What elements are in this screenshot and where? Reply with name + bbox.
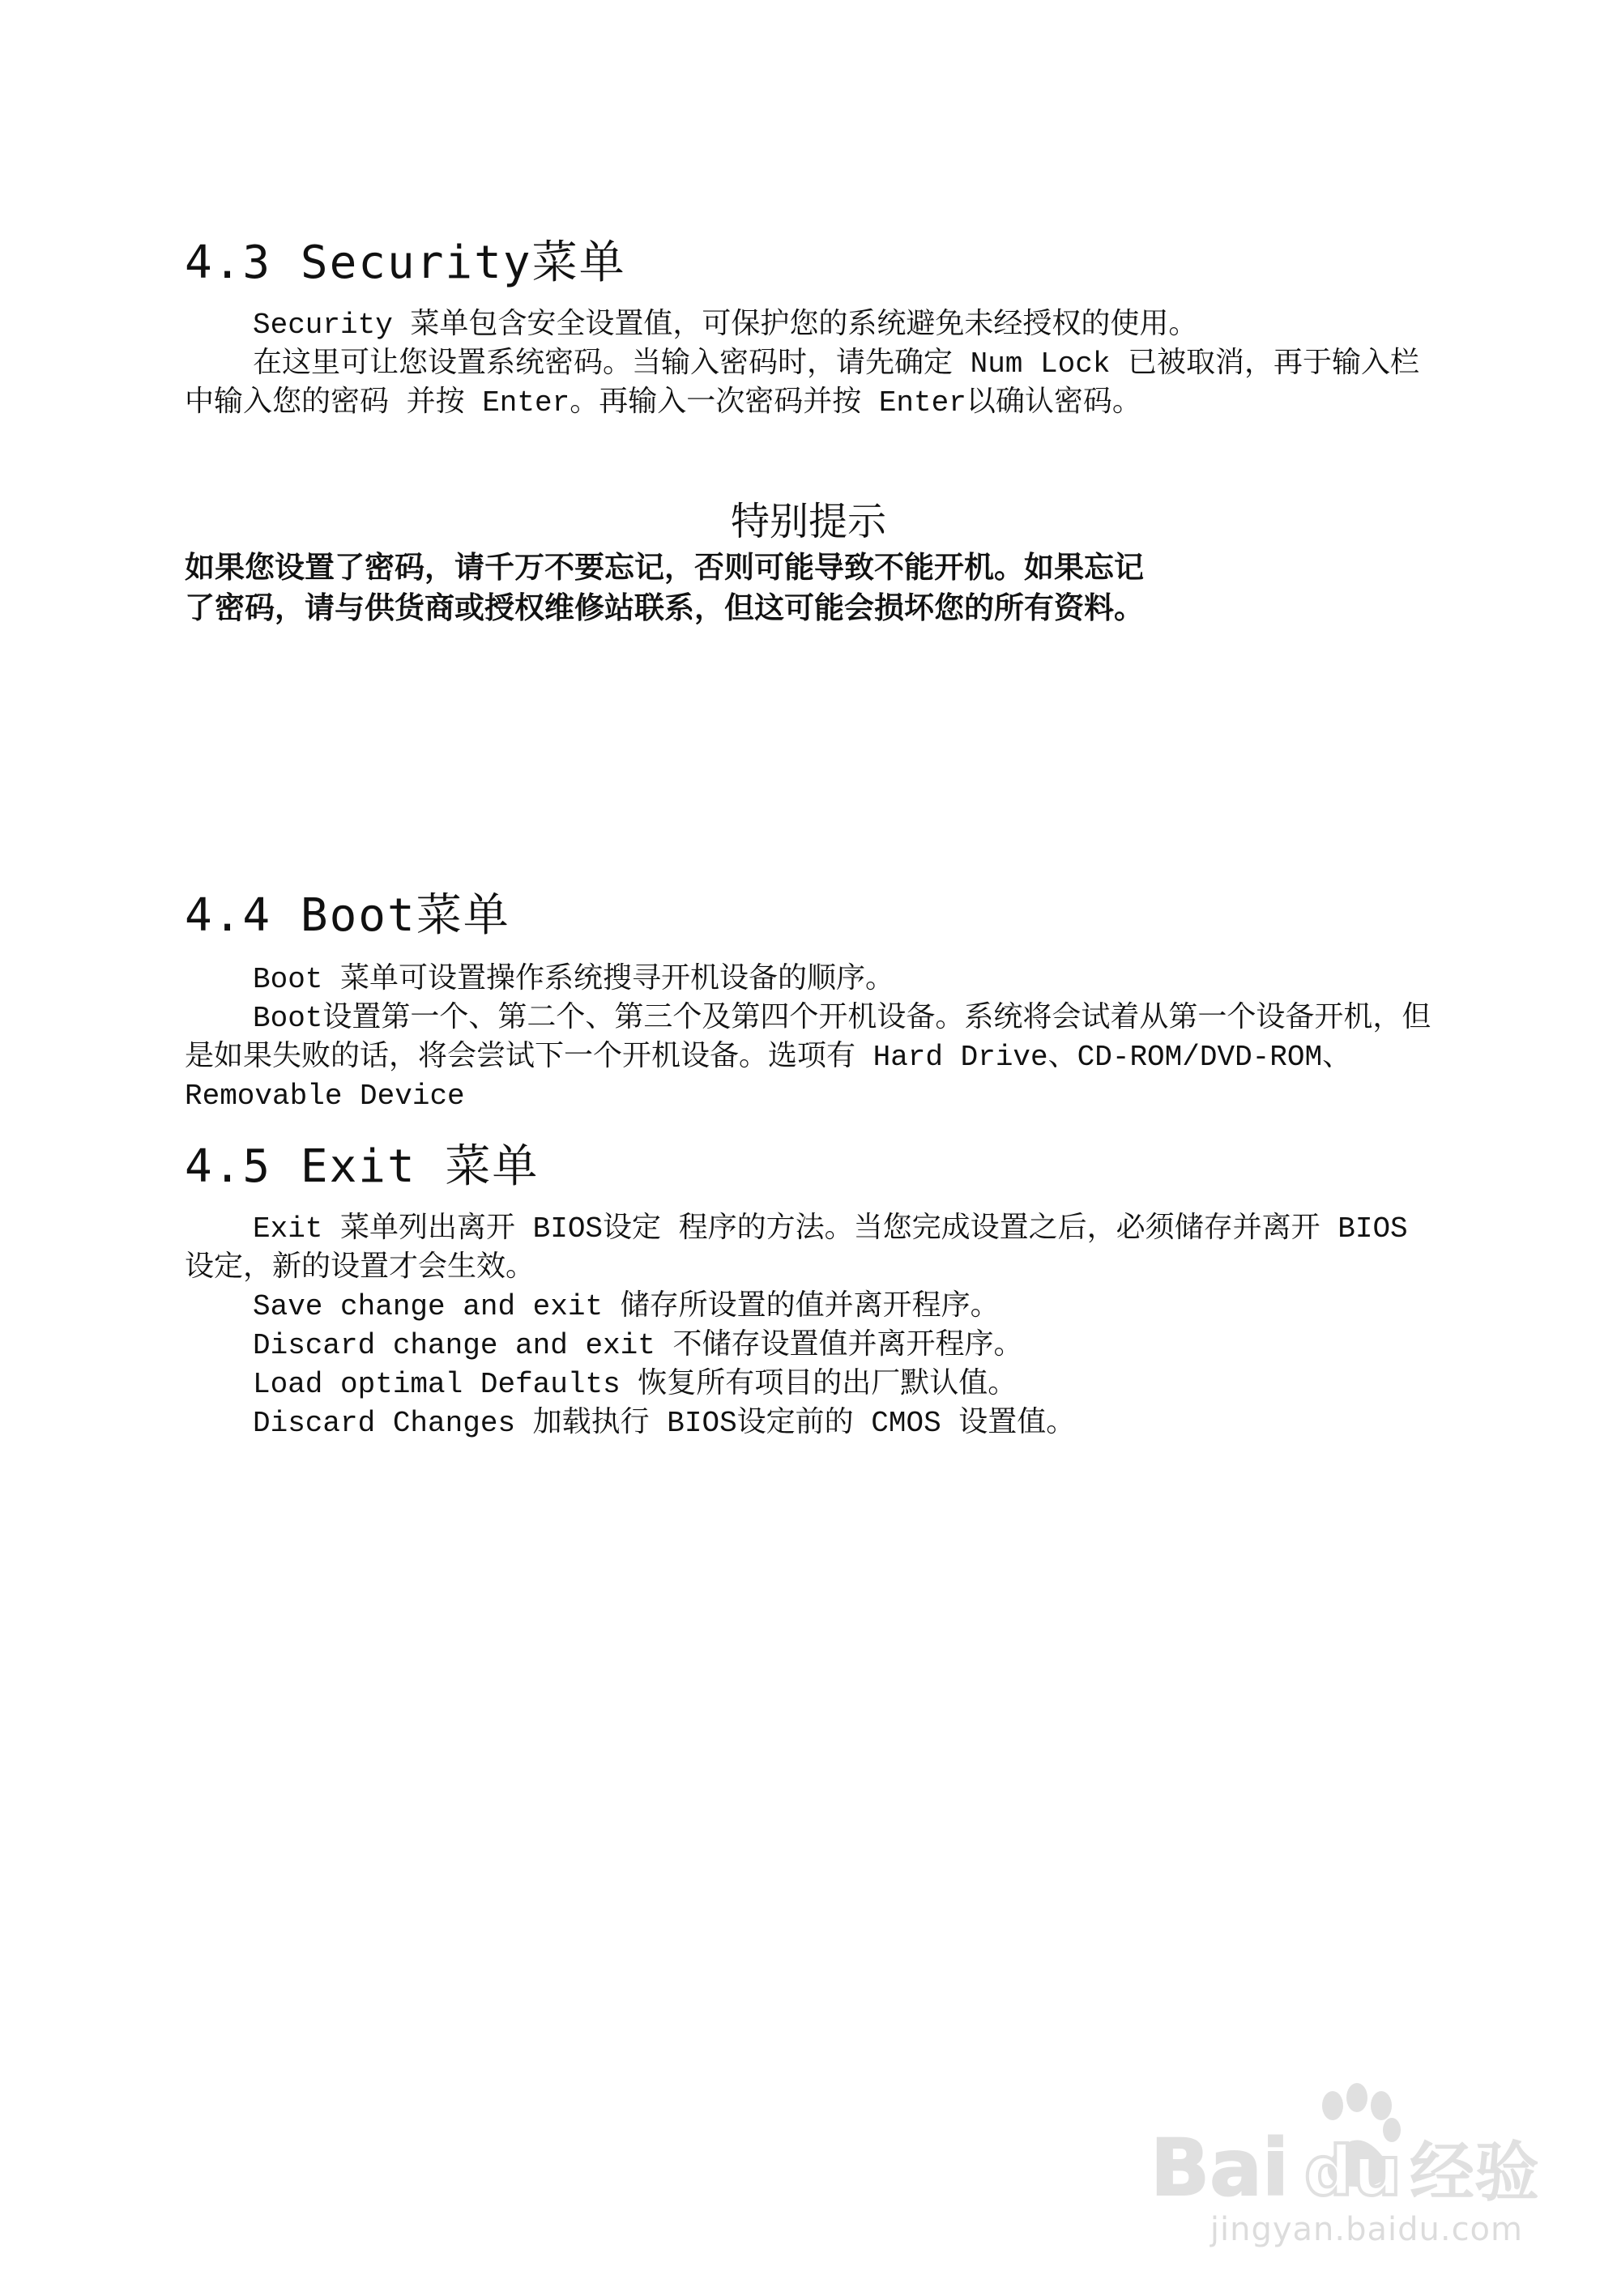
notice-line-1: 如果您设置了密码，请千万不要忘记，否则可能导致不能开机。如果忘记 bbox=[185, 550, 1144, 585]
exit-item: Save change and exit 储存所设置的值并离开程序。 bbox=[253, 1290, 1000, 1323]
security-body bbox=[185, 306, 1432, 423]
boot-paragraph-1: Boot 菜单可设置操作系统搜寻开机设备的顺序。 bbox=[253, 963, 895, 996]
baidu-watermark bbox=[1150, 2073, 1572, 2260]
svg-text:du: du bbox=[1304, 2132, 1402, 2211]
boot-paragraph-2: Boot设置第一个、第二个、第三个及第四个开机设备。系统将会试着从第一个设备开机，但是如果失败的话，将会尝试下一个开机设备。选项有 Hard Drive、CD-ROM/DVD-ROM、Removable Device bbox=[185, 1002, 1431, 1113]
boot-body bbox=[185, 961, 1432, 1116]
notice-line-2: 了密码，请与供货商或授权维修站联系，但这可能会损坏您的所有资料。 bbox=[185, 590, 1144, 625]
notice-title: 特别提示 bbox=[730, 499, 886, 544]
boot-heading: 4.4 Boot菜单 bbox=[185, 889, 510, 942]
exit-body bbox=[185, 1210, 1432, 1443]
security-paragraph-1: Security 菜单包含安全设置值，可保护您的系统避免未经授权的使用。 bbox=[253, 309, 1198, 342]
exit-item: Discard change and exit 不储存设置值并离开程序。 bbox=[253, 1329, 1023, 1362]
notice-body bbox=[185, 547, 1384, 628]
exit-heading: 4.5 Exit 菜单 bbox=[185, 1140, 540, 1193]
watermark-url: jingyan.baidu.com bbox=[1210, 2211, 1523, 2248]
security-paragraph-2: 在这里可让您设置系统密码。当输入密码时，请先确定 Num Lock 已被取消，再于输入栏中输入您的密码 并按 Enter。再输入一次密码并按 Enter以确认密码。 bbox=[185, 347, 1420, 420]
svg-text:经验: 经验 bbox=[1410, 2135, 1539, 2210]
baidu-logo-icon bbox=[1150, 2073, 1572, 2211]
security-heading: 4.3 Security菜单 bbox=[185, 236, 626, 289]
svg-text:Bai: Bai bbox=[1150, 2123, 1289, 2211]
exit-item: Load optimal Defaults 恢复所有项目的出厂默认值。 bbox=[253, 1368, 1018, 1401]
exit-item: Discard Changes 加载执行 BIOS设定前的 CMOS 设置值。 bbox=[253, 1407, 1076, 1440]
exit-paragraph-1: Exit 菜单列出离开 BIOS设定 程序的方法。当您完成设置之后，必须储存并离开 BIOS设定，新的设置才会生效。 bbox=[185, 1212, 1408, 1284]
